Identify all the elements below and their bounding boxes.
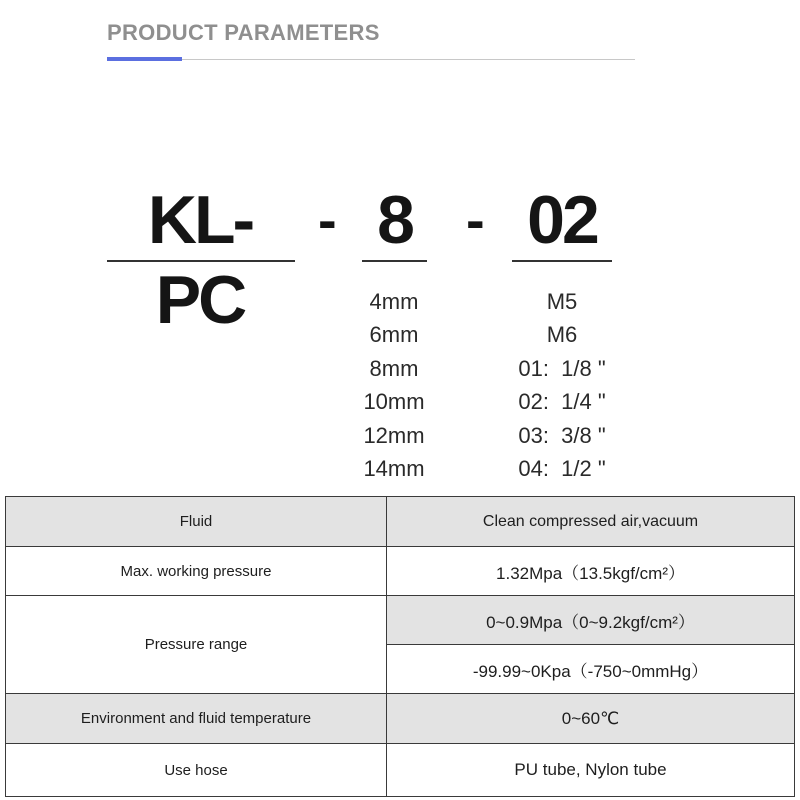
tube-size-option: 8mm	[369, 355, 419, 381]
thread-option: M5	[546, 289, 578, 314]
spec-value-max-pressure: 1.32Mpa（13.5kgf/cm²）	[387, 547, 795, 596]
thread-option: M6	[546, 322, 578, 348]
spec-value-fluid: Clean compressed air,vacuum	[387, 497, 795, 547]
model-dash-1: -	[318, 188, 337, 251]
thread-option: 01: 1/8 "	[518, 355, 606, 381]
model-thread-underline	[512, 260, 612, 262]
tube-size-options	[329, 285, 459, 485]
spec-value-temperature: 0~60℃	[387, 694, 795, 744]
model-thread: 02	[527, 182, 597, 258]
spec-label-fluid: Fluid	[6, 497, 387, 547]
section-title: PRODUCT PARAMETERS	[107, 20, 380, 45]
spec-label-temperature: Environment and fluid temperature	[6, 694, 387, 744]
spec-value-pressure-range-positive: 0~0.9Mpa（0~9.2kgf/cm²）	[387, 596, 795, 645]
thread-option: 03: 3/8 "	[518, 422, 606, 448]
tube-size-option: 6mm	[369, 322, 419, 348]
spec-value-pressure-range-vacuum: -99.99~0Kpa（-750~0mmHg）	[387, 645, 795, 694]
model-tube-size: 8	[377, 182, 412, 258]
model-prefix: KL-PC	[147, 182, 253, 338]
tube-size-option: 12mm	[363, 422, 425, 448]
section-accent-bar	[107, 57, 182, 61]
thread-option: 02: 1/4 "	[518, 389, 606, 415]
thread-options	[497, 285, 627, 485]
spec-label-max-pressure: Max. working pressure	[6, 547, 387, 596]
tube-size-option: 10mm	[363, 389, 425, 415]
section-divider	[107, 59, 635, 60]
spec-label-pressure-range: Pressure range	[6, 596, 387, 694]
tube-size-option: 14mm	[363, 455, 425, 481]
table-row	[6, 744, 795, 797]
spec-label-hose: Use hose	[6, 744, 387, 797]
table-row	[6, 497, 795, 547]
model-prefix-underline	[107, 260, 295, 262]
table-row	[6, 694, 795, 744]
model-tube-size-underline	[362, 260, 427, 262]
spec-table	[5, 496, 795, 797]
tube-size-option: 4mm	[369, 289, 419, 314]
table-row	[6, 547, 795, 596]
thread-option: 04: 1/2 "	[518, 455, 606, 481]
spec-value-hose: PU tube, Nylon tube	[387, 744, 795, 797]
table-row	[6, 596, 795, 645]
model-dash-2: -	[466, 188, 485, 251]
